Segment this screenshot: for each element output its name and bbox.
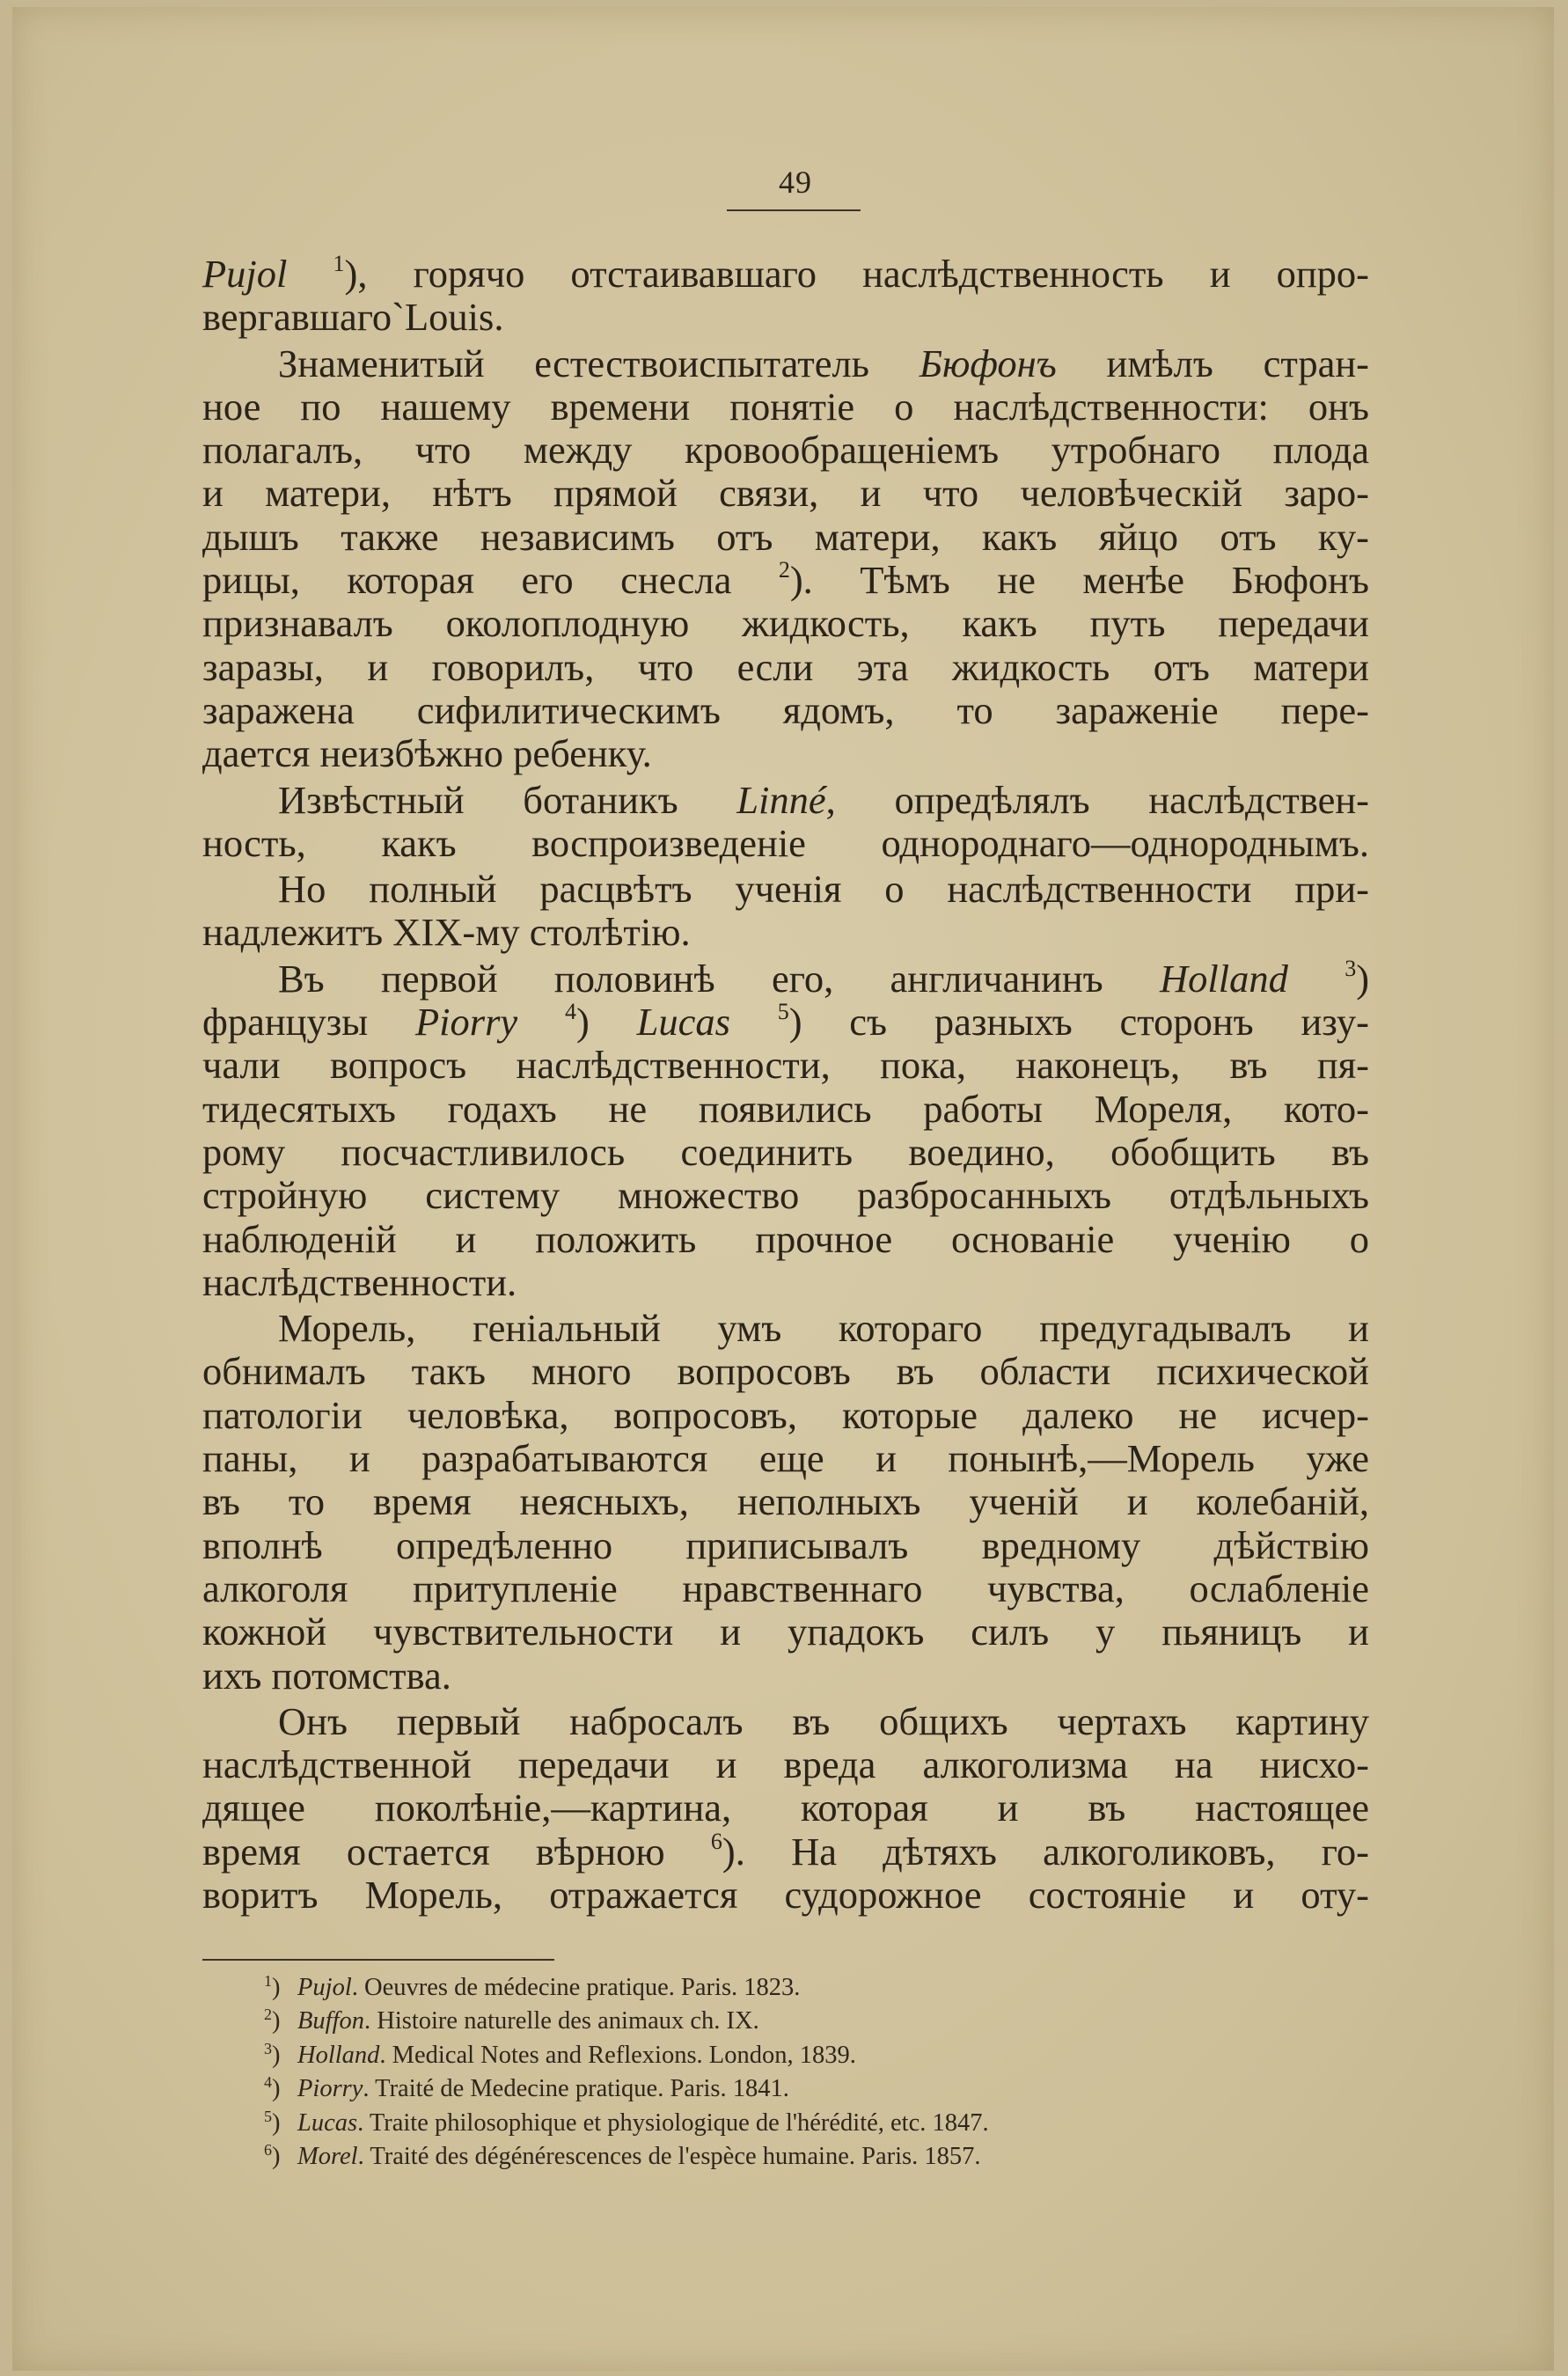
text-run: обнималъ такъ много вопросовъ въ области психической <box>202 1349 1369 1394</box>
text-run: паны, и разрабатываются еще и понынѣ,—Морель уже <box>202 1436 1369 1481</box>
italic-name: Pujol <box>202 252 288 296</box>
text-line <box>202 429 1369 472</box>
footnote-text: . Medical Notes and Reflexions. London, 1839. <box>379 2041 856 2069</box>
text-line <box>202 1700 1369 1743</box>
footnote <box>264 2103 1320 2137</box>
text-run: ). Тѣмъ не менѣе Бюфонъ <box>789 558 1369 603</box>
text-line <box>202 1743 1369 1786</box>
footnote-author: Holland <box>297 2041 380 2069</box>
text-line <box>202 296 1369 339</box>
text-line <box>202 1654 1369 1698</box>
text-run: ) <box>1356 956 1370 1001</box>
text-line <box>202 1610 1369 1654</box>
text-line <box>202 1524 1369 1567</box>
footnote <box>264 1968 1320 2001</box>
text-run: ) съ разныхъ сторонъ изу- <box>788 1000 1370 1045</box>
text-line <box>202 1307 1369 1350</box>
text-run: Знаменитый естествоиспытатель <box>278 341 920 385</box>
text-line <box>202 602 1369 645</box>
text-run <box>730 1000 778 1044</box>
text-run: наслѣдственной передачи и вреда алкоголизма на нисхо- <box>202 1742 1369 1787</box>
page-number: 49 <box>779 165 812 200</box>
text-line <box>202 1131 1369 1174</box>
text-run: ихъ потомства. <box>202 1653 451 1698</box>
text-run: воритъ Морель, отражается судорожное состояніе и оту- <box>202 1872 1369 1917</box>
footnote-ref: 4 <box>564 999 576 1025</box>
text-line <box>202 385 1369 429</box>
text-run: признавалъ околоплодную жидкость, какъ путь передачи <box>202 601 1369 646</box>
text-run <box>1288 957 1345 1001</box>
footnote-author: Lucas <box>297 2108 358 2137</box>
text-run: ). На дѣтяхъ алкоголиковъ, го- <box>722 1829 1369 1874</box>
footnote <box>264 2137 1320 2170</box>
text-line <box>202 559 1369 602</box>
footnote-number: $^4$) <box>264 2073 281 2103</box>
footnote-ref: 5 <box>777 999 789 1025</box>
text-run: Онъ первый набросалъ въ общихъ чертахъ картину <box>278 1698 1369 1743</box>
footnote-author: Morel <box>297 2143 358 2171</box>
text-run: , опредѣлялъ наслѣдствен- <box>825 777 1369 822</box>
footnote-text: . Traite philosophique et physiologique de l'hérédité, etc. 1847. <box>357 2108 989 2137</box>
text-run: кожной чувствительности и упадокъ силъ у пьяницъ и <box>202 1610 1369 1654</box>
text-run: въ то время неясныхъ, неполныхъ ученій и колебаній, <box>202 1479 1369 1524</box>
text-line <box>202 1350 1369 1393</box>
text-run: Въ первой половинѣ его, англичанинъ <box>278 956 1160 1001</box>
text-run: рицы, которая его снесла <box>202 558 779 603</box>
text-run: рому посчастливилось соединить воедино, обобщить въ <box>202 1129 1369 1174</box>
text-line <box>202 1001 1369 1044</box>
italic-name: Holland <box>1160 956 1288 1001</box>
footnotes <box>264 1968 1320 2170</box>
text-line <box>202 516 1369 559</box>
text-run: и матери, нѣтъ прямой связи, и что человѣческій заро- <box>202 471 1369 516</box>
text-line <box>202 342 1369 385</box>
footnote-number: $^6$) <box>264 2141 281 2171</box>
text-line <box>202 1088 1369 1131</box>
text-run: вергавшаго`Louis. <box>202 295 504 340</box>
footnote-number: $^2$) <box>264 2006 281 2035</box>
footnote-text: . Oeuvres de médecine pratique. Paris. 1823. <box>351 1974 801 2001</box>
text-run: Морель, геніальный умъ котораго предугадывалъ и <box>278 1306 1369 1351</box>
text-run: патологіи человѣка, вопросовъ, которые далеко не исчер- <box>202 1392 1369 1437</box>
text-line <box>202 1261 1369 1304</box>
footnote-number: $^3$) <box>264 2039 281 2069</box>
footnote-text: . Traité de Medecine pratique. Paris. 1841. <box>363 2075 789 2103</box>
footnote-rule <box>202 1959 554 1961</box>
footnote-author: Buffon <box>297 2007 364 2035</box>
text-run <box>287 252 333 296</box>
footnote-ref: 6 <box>710 1828 722 1854</box>
text-line <box>202 779 1369 822</box>
text-run: дящее поколѣніе,—картина, которая и въ настоящее <box>202 1786 1369 1830</box>
text-line <box>202 957 1369 1001</box>
book-page <box>12 7 1554 2371</box>
text-run: ), горячо отстаивавшаго наслѣдственность и опро- <box>344 252 1370 296</box>
text-line <box>202 1830 1369 1874</box>
text-line <box>202 1874 1369 1917</box>
footnote-ref: 2 <box>778 557 790 583</box>
footnote-ref: 1 <box>333 251 345 276</box>
italic-name: Piorry <box>414 1000 518 1045</box>
text-line <box>202 253 1369 296</box>
footnote-ref: 3 <box>1345 955 1357 981</box>
text-line <box>202 822 1369 865</box>
footnote-text: . Histoire naturelle des animaux ch. IX. <box>364 2007 759 2035</box>
text-line <box>202 689 1369 732</box>
text-line <box>202 1437 1369 1480</box>
page-number-rule <box>727 209 861 211</box>
italic-name: Lucas <box>636 1000 730 1045</box>
text-line <box>202 1786 1369 1830</box>
text-line <box>202 868 1369 911</box>
text-line <box>202 1174 1369 1217</box>
footnote <box>264 2069 1320 2102</box>
text-line <box>202 1567 1369 1610</box>
text-run: французы <box>202 1000 415 1045</box>
text-run <box>517 1000 565 1044</box>
text-line <box>202 472 1369 515</box>
text-run: стройную систему множество разбросанныхъ отдѣльныхъ <box>202 1173 1369 1218</box>
text-run: Извѣстный ботаникъ <box>278 777 737 822</box>
text-run: вполнѣ опредѣленно приписывалъ вредному дѣйствію <box>202 1522 1369 1567</box>
text-run: имѣлъ стран- <box>1056 341 1369 385</box>
text-run: время остается вѣрною <box>202 1829 711 1874</box>
text-run: наслѣдственности. <box>202 1259 517 1304</box>
text-line <box>202 911 1369 954</box>
body-text <box>202 253 1369 1917</box>
footnote-number: $^1$) <box>264 1972 281 2001</box>
text-run: ность, какъ воспроизведеніе однороднаго—однороднымъ. <box>202 820 1369 865</box>
text-line <box>202 1044 1369 1087</box>
footnote-text: . Traité des dégénérescences de l'espèce humaine. Paris. 1857. <box>357 2143 981 2171</box>
text-run: заразы, и говорилъ, что если эта жидкость отъ матери <box>202 644 1369 689</box>
footnote-number: $^5$) <box>264 2107 281 2137</box>
text-run: надлежитъ XIX-му столѣтію. <box>202 910 691 955</box>
italic-name: Linné <box>736 777 826 822</box>
footnote-author: Piorry <box>297 2075 363 2103</box>
text-run: дается неизбѣжно ребенку. <box>202 731 652 776</box>
text-line <box>202 646 1369 689</box>
text-run: дышъ также независимъ отъ матери, какъ яйцо отъ ку- <box>202 514 1369 559</box>
text-run: Но полный расцвѣтъ ученія о наслѣдственности при- <box>278 867 1369 912</box>
text-run: полагалъ, что между кровообращеніемъ утробнаго плода <box>202 428 1369 473</box>
text-run: наблюденій и положить прочное основаніе ученію о <box>202 1216 1369 1261</box>
text-run: чали вопросъ наслѣдственности, пока, наконецъ, въ пя- <box>202 1043 1369 1088</box>
text-line <box>202 1394 1369 1437</box>
footnote-author: Pujol <box>297 1974 352 2001</box>
text-line <box>202 1218 1369 1261</box>
footnote <box>264 2001 1320 2035</box>
footnote <box>264 2035 1320 2069</box>
italic-name: Бюфонъ <box>919 341 1057 385</box>
text-line <box>202 1480 1369 1523</box>
text-run: ное по нашему времени понятіе о наслѣдственности: онъ <box>202 384 1369 429</box>
text-line <box>202 732 1369 775</box>
text-run: тидесятыхъ годахъ не появились работы Мореля, кото- <box>202 1086 1369 1131</box>
text-run: алкоголя притупленіе нравственнаго чувства, ослабленіе <box>202 1566 1369 1610</box>
text-run: заражена сифилитическимъ ядомъ, то зараженіе пере- <box>202 687 1369 732</box>
text-run: ) <box>575 1000 637 1045</box>
